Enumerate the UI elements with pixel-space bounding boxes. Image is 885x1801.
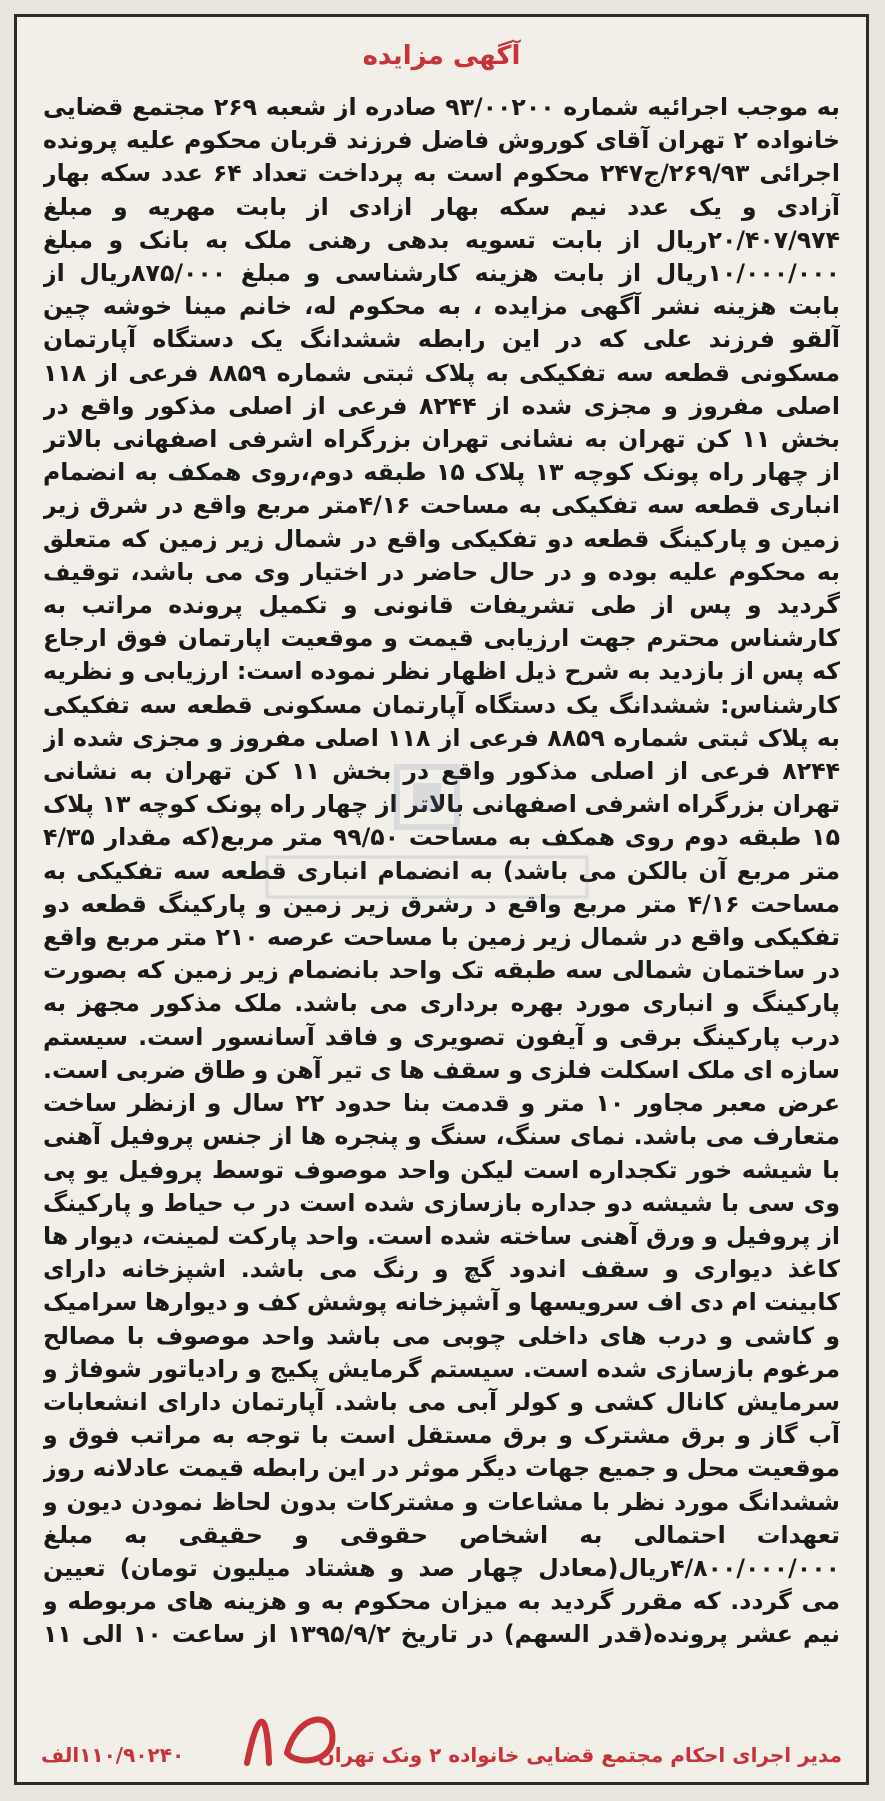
notice-title: آگهی مزایده (349, 39, 535, 73)
notice-body: به موجب اجرائیه شماره ۹۳/۰۰۲۰۰ صادره از شعبه ۲۶۹ مجتمع قضایی خانواده ۲ تهران آقای کوروش فاضل فرزند قربان محکوم علیه پرونده اجرائی ۲۶۹/۹۳/ج۲۴۷ محکوم است به پرداخت تعداد ۶۴ عدد سکه بهار آزادی و یک عدد نیم سکه بهار ازادی از بابت مهریه و مبلغ ۲۰/۴۰۷/۹۷۴ریال از بابت تسویه بدهی رهنی ملک به بانک و مبلغ ۱۰/۰۰۰/۰۰۰ریال از بابت هزینه کارشناسی و مبلغ ۸۷۵/۰۰۰ریال از بابت هزینه نشر آگهی مزایده ، به محکوم له، خانم مینا خوشه چین آلقو فرزند علی که در این رابطه ششدانگ یک دستگاه آپارتمان مسکونی قطعه سه تفکیکی به پلاک ثبتی شماره ۸۸۵۹ فرعی از ۱۱۸ اصلی مفروز و مجزی شده از ۸۲۴۴ فرعی از اصلی مذکور واقع در بخش ۱۱ کن تهران به نشانی تهران بزرگراه اشرفی اصفهانی بالاتر از چهار راه پونک کوچه ۱۳ پلاک ۱۵ طبقه دوم،روی همکف به انضمام انباری قطعه سه تفکیکی به مساحت ۴/۱۶متر مربع واقع در شرق زیر زمین و پارکینگ قطعه دو تفکیکی واقع در شمال زیر زمین که متعلق به محکوم علیه بوده و در حال حاضر در اختیار وی می باشد، توقیف گردید و پس از طی تشریفات قانونی و تکمیل پرونده مراتب به کارشناس محترم جهت ارزیابی قیمت و موقعیت اپارتمان فوق ارجاع که پس از بازدید به شرح ذیل اظهار نظر نموده است: ارزیابی و نظریه کارشناس: ششدانگ یک دستگاه آپارتمان مسکونی قطعه سه تفکیکی به پلاک ثبتی شماره ۸۸۵۹ فرعی از ۱۱۸ اصلی مفروز و مجزی شده از ۸۲۴۴ فرعی از اصلی مذکور واقع در بخش ۱۱ کن تهران به نشانی تهران بزرگراه اشرفی اصفهانی بالاتر از چهار راه پونک کوچه ۱۳ پلاک ۱۵ طبقه دوم روی همکف به مساحت ۹۹/۵۰ متر مربع(که مقدار ۴/۳۵ متر مربع آن بالکن می باشد) به انضمام انباری قطعه سه تفکیکی به مساحت ۴/۱۶ متر مربع واقع د رشرق زیر زمین و پارکینگ قطعه دو تفکیکی واقع در شمال زیر زمین با مساحت عرصه ۲۱۰ متر مربع واقع در ساختمان شمالی سه طبقه تک واحد بانضمام زیر زمین که بصورت پارکینگ و انباری مورد بهره برداری می باشد. ملک مذکور مجهز به درب پارکینگ برقی و آیفون تصویری و فاقد آسانسور است. سیستم سازه ای ملک اسکلت فلزی و سقف ها ی تیر آهن و طاق ضربی است. عرض معبر مجاور ۱۰ متر و قدمت بنا حدود ۲۲ سال و ازنظر ساخت متعارف می باشد. نمای سنگ، سنگ و پنجره ها از جنس پروفیل آهنی با شیشه خور تکجداره است لیکن واحد موصوف توسط پروفیل یو پی وی سی با شیشه دو جداره بازسازی شده است در ب حیاط و پارکینگ از پروفیل و ورق آهنی ساخته شده است. واحد پارکت لمینت، دیوار ها کاغذ دیواری و سقف اندود گچ و رنگ می باشد. اشپزخانه دارای کابینت ام دی اف سرویسها و آشپزخانه پوشش کف و دیوارها سرامیک و کاشی و درب های داخلی چوبی می باشد واحد موصوف با مصالح مرغوم بازسازی شده است. سیستم گرمایش پکیج و رادیاتور شوفاژ و سرمایش کانال کشی و کولر آبی می باشد. آپارتمان دارای انشعابات آب گاز و برق مشترک و برق مستقل است با توجه به مراتب فوق و موقعیت محل و جمیع جهات دیگر موثر در این رابطه قیمت عادلانه روز ششدانگ مورد نظر با مشاعات و مشترکات بدون لحاظ نمودن دیون و تعهدات احتمالی به اشخاص حقوقی و حقیقی به مبلغ ۴/۸۰۰/۰۰۰/۰۰۰ریال(معادل چهار صد و هشتاد میلیون تومان) تعیین می گردد. که مقرر گردید به میزان محکوم به و هزینه های مربوطه و نیم عشر پرونده(قدر السهم) در تاریخ ۱۳۹۵/۹/۲ از ساعت ۱۰ الی ۱۱ (43, 93, 840, 1649)
notice-title-wrap (17, 39, 866, 73)
notice-sheet (14, 14, 869, 1785)
notice-footer (31, 1735, 852, 1775)
notice-code: ۱۱۰/۹۰۲۴۰الف (41, 1743, 185, 1767)
signature-line: مدیر اجرای احکام مجتمع قضایی خانواده ۲ ونک تهران (317, 1743, 842, 1767)
